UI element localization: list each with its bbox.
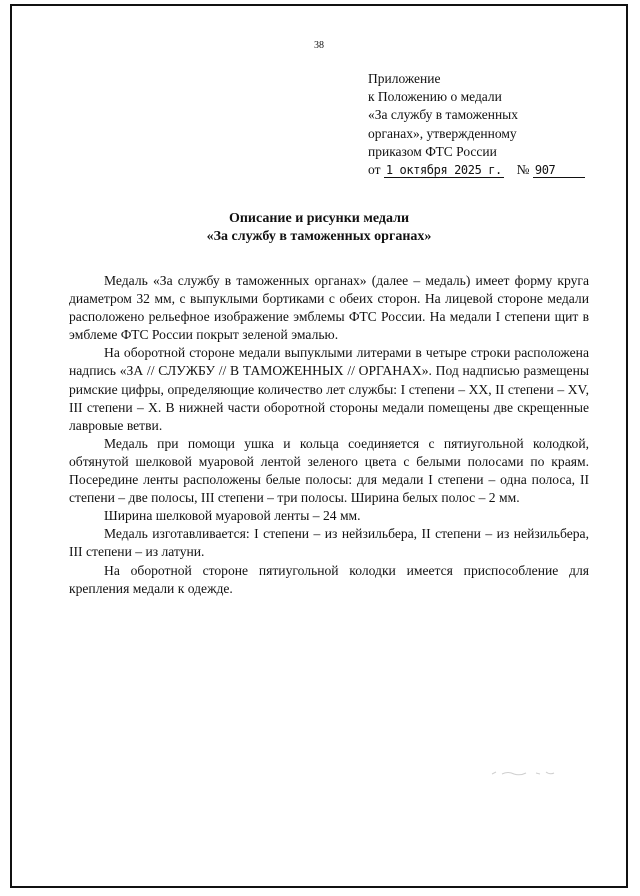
document-body (69, 272, 589, 598)
faint-scan-mark (488, 768, 568, 778)
order-number-label: № (516, 162, 530, 178)
appendix-line: приказом ФТС России (368, 143, 497, 159)
document-page (10, 4, 628, 888)
order-prefix: от (368, 162, 381, 178)
order-number: 907 (533, 163, 585, 178)
paragraph: Медаль изготавливается: I степени – из нейзильбера, II степени – из нейзильбера, III степени – из латуни. (69, 526, 589, 560)
title-line-1: Описание и рисунки медали (228, 211, 410, 226)
appendix-block (368, 70, 618, 179)
appendix-line: к Положению о медали (368, 89, 502, 105)
order-line (368, 161, 618, 179)
paragraph: На оборотной стороне пятиугольной колодки имеется приспособление для крепления медали к одежде. (69, 562, 589, 596)
title-line-2: «За службу в таможенных органах» (206, 229, 432, 244)
order-date: 1 октября 2025 г. (385, 163, 502, 178)
appendix-line: органах», утвержденному (368, 125, 517, 141)
paragraph: Ширина шелковой муаровой ленты – 24 мм. (104, 508, 361, 524)
paragraph: Медаль при помощи ушка и кольца соединяется с пятиугольной колодкой, обтянутой шелковой муаровой лентой зеленого цвета с белыми полосами по краям. Посередине ленты расположены белые полосы: для медали I степени – одна полоса, II степени – две полосы, III степени – три полосы. Ширина белых полос – 2 мм. (69, 435, 589, 506)
document-title (12, 210, 626, 246)
appendix-line: Приложение (368, 71, 441, 86)
page-number: 38 (314, 40, 324, 51)
appendix-line: «За службу в таможенных (368, 107, 518, 123)
paragraph: На оборотной стороне медали выпуклыми литерами в четыре строки расположена надпись «ЗА // СЛУЖБУ // В ТАМОЖЕННЫХ // ОРГАНАХ». Под надписью размещены римские цифры, определяющие количество лет службы: I степени – XX, II степени – XV, III степени – X. В нижней части оборотной стороны медали помещены две скрещенные лавровые ветви. (69, 345, 589, 433)
paragraph: Медаль «За службу в таможенных органах» (далее – медаль) имеет форму круга диаметром 32 мм, с выпуклыми бортиками с обеих сторон. На лицевой стороне медали расположено рельефное изображение эмблемы ФТС России. На медали I степени щит в эмблеме ФТС России покрыт зеленой эмалью. (69, 273, 589, 343)
